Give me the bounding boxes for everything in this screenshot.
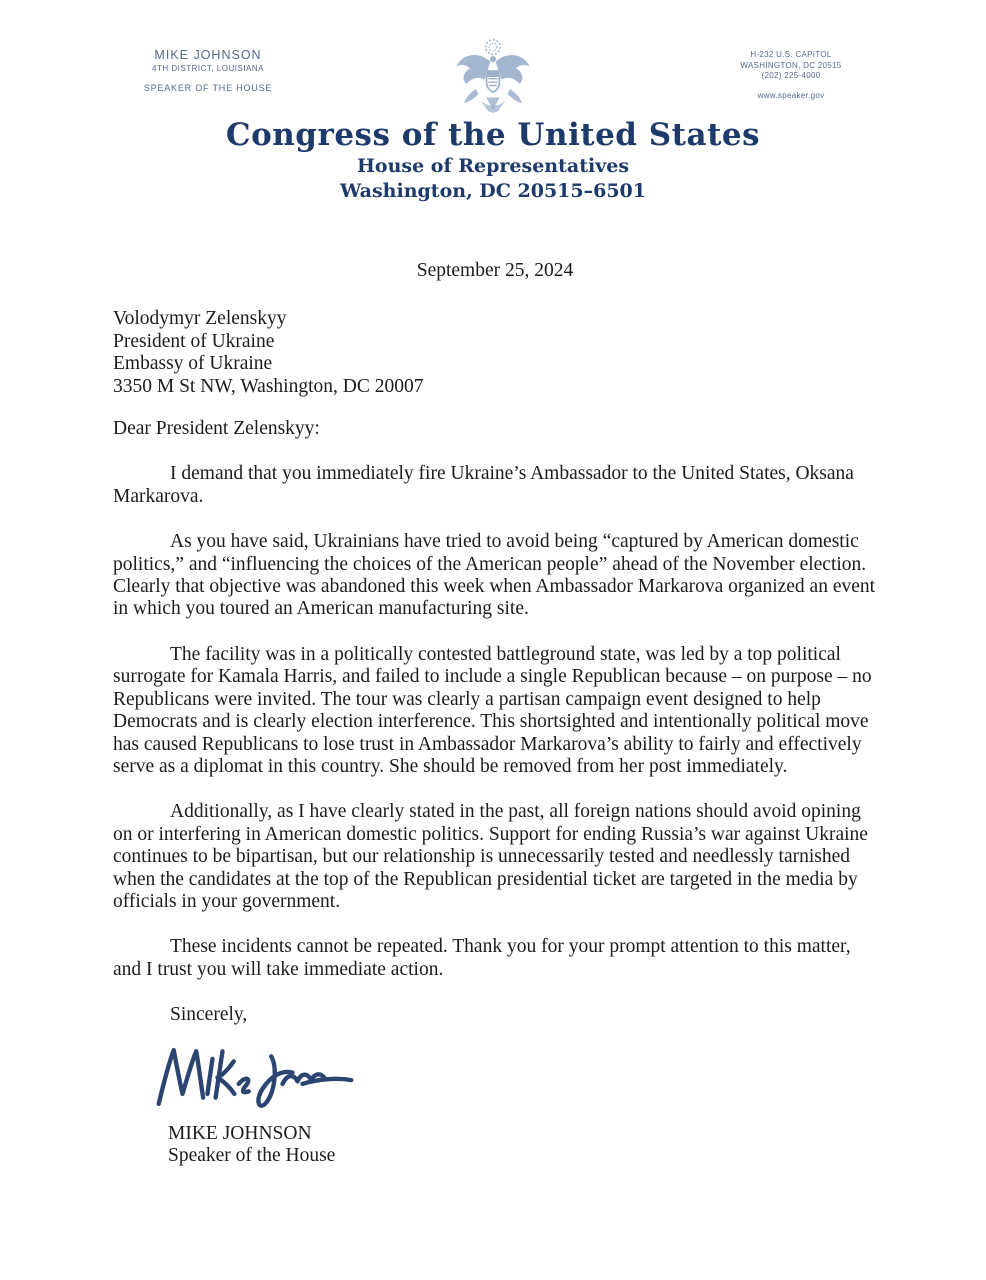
paragraph-2: As you have said, Ukrainians have tried to avoid being “captured by American domestic politics,” and “influencing the choices of the American people” ahead of the November election. Clearly that objective was abandoned this week when Ambassador Markarova organized an event in which you toured an American manufacturing site. [113,531,876,620]
handwritten-signature-icon [113,1041,877,1119]
letter-date: September 25, 2024 [416,260,574,281]
closing: Sincerely, [170,1004,248,1026]
paragraph-3: The facility was in a politically contested battleground state, was led by a top political surrogate for Kamala Harris, and failed to include a single Republican because – on purpose – no Republicans were invited. The tour was clearly a partisan campaign event designed to help Democrats and is clearly election interference. This shortsighted and intentionally political move has caused Republicans to lose trust in Ambassador Markarova’s ability to fairly and effectively serve as a diplomat in this country. She should be removed from her post immediately. [113,643,872,777]
salutation: Dear President Zelenskyy: [113,418,320,440]
house-subtitle: House of Representatives [356,155,630,177]
capitol-phone: (202) 225-4000 [761,71,821,80]
paragraph-4: Additionally, as I have clearly stated in the past, all foreign nations should avoid opining on or interfering in American domestic politics. Support for ending Russia’s war against Ukraine continues to be bipartisan, but our relationship is unnecessarily tested and needlessly tarnished when the candidates at the top of the Republican presidential ticket are targeted in the media by officials in your government. [113,801,868,912]
recipient-street: 3350 M St NW, Washington, DC 20007 [113,375,424,397]
recipient-title: President of Ukraine [113,330,275,352]
member-role: SPEAKER OF THE HOUSE [143,83,273,93]
recipient-address-block [113,308,877,398]
capitol-address-line1: H-232 U.S. CAPITOL [750,50,832,59]
letterhead-left-block [118,48,298,93]
recipient-org: Embassy of Ukraine [113,353,273,375]
member-district: 4TH DISTRICT, LOUISIANA [152,64,264,73]
washington-subtitle: Washington, DC 20515–6501 [339,180,646,202]
letterhead-center-block [0,118,986,203]
speaker-website: www.speaker.gov [757,90,825,100]
paragraph-5: These incidents cannot be repeated. Thank you for your prompt attention to this matter, and I trust you will take immediate action. [113,936,851,980]
letterhead-right-block [706,50,876,101]
letter-body [113,260,877,1168]
member-name: MIKE JOHNSON [154,48,262,62]
congress-eagle-seal-icon [450,36,536,123]
congress-title: Congress of the United States [225,117,761,153]
capitol-address-line2: WASHINGTON, DC 20515 [740,60,842,70]
paragraph-1: I demand that you immediately fire Ukraine’s Ambassador to the United States, Oksana Markarova. [113,463,854,507]
signer-name: MIKE JOHNSON [168,1122,312,1144]
recipient-name: Volodymyr Zelenskyy [113,308,287,330]
signer-title: Speaker of the House [168,1145,336,1167]
